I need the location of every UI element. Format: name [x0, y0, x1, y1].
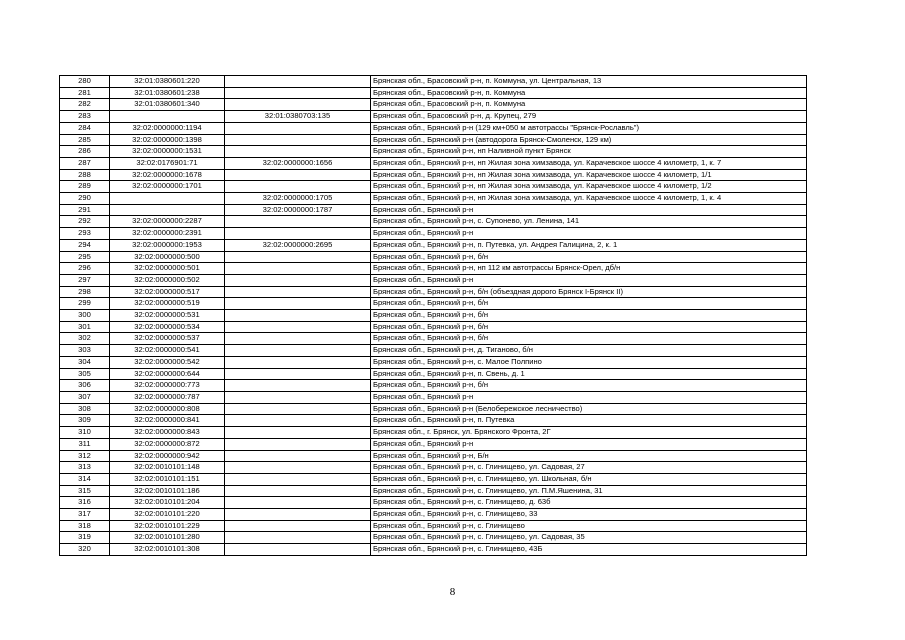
- old-cadastral-number-cell: [225, 356, 371, 368]
- old-cadastral-number-cell: [225, 99, 371, 111]
- cadastral-number-cell: 32:02:0000000:872: [110, 438, 225, 450]
- old-cadastral-number-cell: [225, 169, 371, 181]
- table-row: [60, 380, 807, 392]
- table-row: [60, 99, 807, 111]
- table-row: [60, 134, 807, 146]
- cadastral-number-cell: 32:02:0000000:1678: [110, 169, 225, 181]
- cadastral-number-cell: 32:02:0000000:531: [110, 310, 225, 322]
- row-number-cell: 305: [60, 368, 110, 380]
- address-cell: Брянская обл., Брянский р-н, с. Глинищево, 43Б: [371, 544, 807, 556]
- table-row: [60, 146, 807, 158]
- row-number-cell: 303: [60, 345, 110, 357]
- row-number-cell: 301: [60, 321, 110, 333]
- old-cadastral-number-cell: [225, 403, 371, 415]
- page-number: 8: [449, 586, 456, 598]
- cadastral-number-cell: 32:02:0000000:644: [110, 368, 225, 380]
- table-row: [60, 239, 807, 251]
- table-row: [60, 427, 807, 439]
- old-cadastral-number-cell: 32:02:0000000:1705: [225, 193, 371, 205]
- table-row: [60, 532, 807, 544]
- cadastral-number-cell: 32:02:0000000:808: [110, 403, 225, 415]
- table-row: [60, 333, 807, 345]
- row-number-cell: 287: [60, 157, 110, 169]
- address-cell: Брянская обл., г. Брянск, ул. Брянского Фронта, 2Г: [371, 427, 807, 439]
- table-row: [60, 169, 807, 181]
- address-cell: Брянская обл., Брянский р-н: [371, 228, 807, 240]
- old-cadastral-number-cell: 32:02:0000000:1656: [225, 157, 371, 169]
- cadastral-number-cell: 32:01:0380601:220: [110, 76, 225, 88]
- cadastral-number-cell: 32:02:0176901:71: [110, 157, 225, 169]
- cadastral-number-cell: 32:02:0000000:1194: [110, 122, 225, 134]
- cadastral-number-cell: 32:02:0000000:1531: [110, 146, 225, 158]
- old-cadastral-number-cell: [225, 181, 371, 193]
- table-row: [60, 356, 807, 368]
- old-cadastral-number-cell: [225, 497, 371, 509]
- cadastral-number-cell: 32:02:0010101:308: [110, 544, 225, 556]
- cadastral-number-cell: 32:02:0000000:1701: [110, 181, 225, 193]
- cadastral-number-cell: 32:02:0010101:148: [110, 462, 225, 474]
- address-cell: Брянская обл., Брянский р-н, с. Глинищево: [371, 520, 807, 532]
- old-cadastral-number-cell: [225, 427, 371, 439]
- cadastral-number-cell: 32:02:0000000:942: [110, 450, 225, 462]
- cadastral-number-cell: 32:01:0380601:340: [110, 99, 225, 111]
- old-cadastral-number-cell: [225, 251, 371, 263]
- old-cadastral-number-cell: [225, 345, 371, 357]
- table-row: [60, 391, 807, 403]
- cadastral-number-cell: [110, 111, 225, 123]
- row-number-cell: 313: [60, 462, 110, 474]
- address-cell: Брянская обл., Брянский р-н, с. Супонево, ул. Ленина, 141: [371, 216, 807, 228]
- address-cell: Брянская обл., Брянский р-н: [371, 274, 807, 286]
- address-cell: Брянская обл., Брянский р-н, б/н: [371, 333, 807, 345]
- address-cell: Брянская обл., Брянский р-н, с. Глинищево, ул. П.М.Яшенина, 31: [371, 485, 807, 497]
- table-row: [60, 520, 807, 532]
- old-cadastral-number-cell: [225, 228, 371, 240]
- cadastral-number-cell: 32:02:0000000:1953: [110, 239, 225, 251]
- address-cell: Брянская обл., Брянский р-н, нп 112 км автотрассы Брянск-Орел, дб/н: [371, 263, 807, 275]
- address-cell: Брянская обл., Брянский р-н, нп Жилая зона химзавода, ул. Карачевское шоссе 4 километр, 1/2: [371, 181, 807, 193]
- address-cell: Брянская обл., Брянский р-н (129 км+050 м автотрассы "Брянск-Рославль"): [371, 122, 807, 134]
- old-cadastral-number-cell: 32:02:0000000:2695: [225, 239, 371, 251]
- table-row: [60, 228, 807, 240]
- cadastral-number-cell: 32:02:0010101:220: [110, 509, 225, 521]
- old-cadastral-number-cell: [225, 415, 371, 427]
- row-number-cell: 299: [60, 298, 110, 310]
- address-cell: Брянская обл., Брянский р-н, нп Жилая зона химзавода, ул. Карачевское шоссе 4 километр, 1, к. 7: [371, 157, 807, 169]
- old-cadastral-number-cell: [225, 473, 371, 485]
- table-row: [60, 485, 807, 497]
- cadastral-number-cell: 32:02:0000000:773: [110, 380, 225, 392]
- address-cell: Брянская обл., Брянский р-н, нп Жилая зона химзавода, ул. Карачевское шоссе 4 километр, 1, к. 4: [371, 193, 807, 205]
- address-cell: Брянская обл., Брянский р-н, б/н: [371, 380, 807, 392]
- old-cadastral-number-cell: [225, 146, 371, 158]
- row-number-cell: 292: [60, 216, 110, 228]
- row-number-cell: 289: [60, 181, 110, 193]
- cadastral-number-cell: 32:02:0000000:1398: [110, 134, 225, 146]
- row-number-cell: 290: [60, 193, 110, 205]
- cadastral-number-cell: 32:02:0010101:229: [110, 520, 225, 532]
- address-cell: Брянская обл., Брянский р-н, б/н: [371, 321, 807, 333]
- address-cell: Брянская обл., Брянский р-н, п. Свень, д. 1: [371, 368, 807, 380]
- old-cadastral-number-cell: [225, 462, 371, 474]
- table-row: [60, 415, 807, 427]
- row-number-cell: 316: [60, 497, 110, 509]
- old-cadastral-number-cell: [225, 216, 371, 228]
- row-number-cell: 285: [60, 134, 110, 146]
- address-cell: Брянская обл., Брасовский р-н, д. Крупец, 279: [371, 111, 807, 123]
- row-number-cell: 282: [60, 99, 110, 111]
- table-row: [60, 76, 807, 88]
- old-cadastral-number-cell: [225, 520, 371, 532]
- address-cell: Брянская обл., Брасовский р-н, п. Коммуна: [371, 87, 807, 99]
- table-row: [60, 193, 807, 205]
- row-number-cell: 309: [60, 415, 110, 427]
- row-number-cell: 300: [60, 310, 110, 322]
- address-cell: Брянская обл., Брянский р-н, с. Глинищево, ул. Садовая, 35: [371, 532, 807, 544]
- cadastral-number-cell: 32:01:0380601:238: [110, 87, 225, 99]
- old-cadastral-number-cell: [225, 286, 371, 298]
- address-cell: Брянская обл., Брянский р-н: [371, 391, 807, 403]
- row-number-cell: 291: [60, 204, 110, 216]
- cadastral-table-body: [60, 76, 807, 556]
- old-cadastral-number-cell: [225, 450, 371, 462]
- old-cadastral-number-cell: [225, 263, 371, 275]
- table-row: [60, 263, 807, 275]
- old-cadastral-number-cell: [225, 274, 371, 286]
- address-cell: Брянская обл., Брянский р-н, б/н: [371, 298, 807, 310]
- cadastral-number-cell: 32:02:0000000:517: [110, 286, 225, 298]
- table-row: [60, 450, 807, 462]
- table-row: [60, 438, 807, 450]
- cadastral-number-cell: 32:02:0000000:537: [110, 333, 225, 345]
- row-number-cell: 310: [60, 427, 110, 439]
- cadastral-number-cell: 32:02:0010101:186: [110, 485, 225, 497]
- cadastral-number-cell: 32:02:0000000:501: [110, 263, 225, 275]
- old-cadastral-number-cell: [225, 438, 371, 450]
- table-row: [60, 345, 807, 357]
- row-number-cell: 320: [60, 544, 110, 556]
- old-cadastral-number-cell: [225, 310, 371, 322]
- address-cell: Брянская обл., Брянский р-н, п. Путевка: [371, 415, 807, 427]
- row-number-cell: 306: [60, 380, 110, 392]
- address-cell: Брянская обл., Брянский р-н, б/н (объездная дорого Брянск I-Брянск II): [371, 286, 807, 298]
- cadastral-number-cell: 32:02:0000000:787: [110, 391, 225, 403]
- cadastral-number-cell: 32:02:0000000:500: [110, 251, 225, 263]
- cadastral-number-cell: [110, 193, 225, 205]
- row-number-cell: 302: [60, 333, 110, 345]
- address-cell: Брянская обл., Брасовский р-н, п. Коммуна, ул. Центральная, 13: [371, 76, 807, 88]
- address-cell: Брянская обл., Брянский р-н, с. Глинищево, ул. Школьная, б/н: [371, 473, 807, 485]
- old-cadastral-number-cell: [225, 380, 371, 392]
- row-number-cell: 312: [60, 450, 110, 462]
- old-cadastral-number-cell: [225, 333, 371, 345]
- cadastral-number-cell: 32:02:0010101:280: [110, 532, 225, 544]
- table-row: [60, 462, 807, 474]
- table-row: [60, 509, 807, 521]
- old-cadastral-number-cell: [225, 298, 371, 310]
- old-cadastral-number-cell: 32:01:0380703:135: [225, 111, 371, 123]
- address-cell: Брянская обл., Брянский р-н, нп Жилая зона химзавода, ул. Карачевское шоссе 4 километр, 1/1: [371, 169, 807, 181]
- cadastral-number-cell: [110, 204, 225, 216]
- table-row: [60, 368, 807, 380]
- row-number-cell: 296: [60, 263, 110, 275]
- row-number-cell: 319: [60, 532, 110, 544]
- old-cadastral-number-cell: [225, 544, 371, 556]
- cadastral-number-cell: 32:02:0000000:2287: [110, 216, 225, 228]
- address-cell: Брянская обл., Брасовский р-н, п. Коммуна: [371, 99, 807, 111]
- row-number-cell: 294: [60, 239, 110, 251]
- cadastral-number-cell: 32:02:0000000:843: [110, 427, 225, 439]
- table-row: [60, 111, 807, 123]
- address-cell: Брянская обл., Брянский р-н, Б/н: [371, 450, 807, 462]
- old-cadastral-number-cell: [225, 87, 371, 99]
- address-cell: Брянская обл., Брянский р-н, с. Глинищево, 33: [371, 509, 807, 521]
- table-row: [60, 473, 807, 485]
- old-cadastral-number-cell: [225, 321, 371, 333]
- address-cell: Брянская обл., Брянский р-н, с. Глинищево, д. 63б: [371, 497, 807, 509]
- address-cell: Брянская обл., Брянский р-н, нп Наливной пункт Брянск: [371, 146, 807, 158]
- table-row: [60, 497, 807, 509]
- old-cadastral-number-cell: [225, 76, 371, 88]
- table-row: [60, 403, 807, 415]
- cadastral-number-cell: 32:02:0000000:534: [110, 321, 225, 333]
- row-number-cell: 293: [60, 228, 110, 240]
- table-row: [60, 321, 807, 333]
- row-number-cell: 286: [60, 146, 110, 158]
- address-cell: Брянская обл., Брянский р-н, с. Глинищево, ул. Садовая, 27: [371, 462, 807, 474]
- row-number-cell: 311: [60, 438, 110, 450]
- row-number-cell: 304: [60, 356, 110, 368]
- row-number-cell: 288: [60, 169, 110, 181]
- table-row: [60, 157, 807, 169]
- old-cadastral-number-cell: [225, 532, 371, 544]
- table-row: [60, 286, 807, 298]
- old-cadastral-number-cell: [225, 122, 371, 134]
- cadastral-number-cell: 32:02:0010101:151: [110, 473, 225, 485]
- cadastral-table: [59, 75, 807, 556]
- cadastral-number-cell: 32:02:0000000:519: [110, 298, 225, 310]
- old-cadastral-number-cell: [225, 485, 371, 497]
- row-number-cell: 314: [60, 473, 110, 485]
- table-row: [60, 251, 807, 263]
- address-cell: Брянская обл., Брянский р-н (автодорога Брянск-Смоленск, 129 км): [371, 134, 807, 146]
- table-row: [60, 310, 807, 322]
- row-number-cell: 318: [60, 520, 110, 532]
- row-number-cell: 284: [60, 122, 110, 134]
- table-row: [60, 122, 807, 134]
- table-row: [60, 216, 807, 228]
- row-number-cell: 298: [60, 286, 110, 298]
- table-row: [60, 274, 807, 286]
- row-number-cell: 280: [60, 76, 110, 88]
- row-number-cell: 307: [60, 391, 110, 403]
- address-cell: Брянская обл., Брянский р-н, б/н: [371, 310, 807, 322]
- cadastral-number-cell: 32:02:0000000:541: [110, 345, 225, 357]
- old-cadastral-number-cell: [225, 134, 371, 146]
- table-row: [60, 204, 807, 216]
- table-row: [60, 181, 807, 193]
- table-row: [60, 544, 807, 556]
- address-cell: Брянская обл., Брянский р-н, п. Путевка, ул. Андрея Галицина, 2, к. 1: [371, 239, 807, 251]
- old-cadastral-number-cell: [225, 509, 371, 521]
- row-number-cell: 317: [60, 509, 110, 521]
- cadastral-number-cell: 32:02:0000000:542: [110, 356, 225, 368]
- address-cell: Брянская обл., Брянский р-н, д. Тиганово, б/н: [371, 345, 807, 357]
- row-number-cell: 315: [60, 485, 110, 497]
- cadastral-number-cell: 32:02:0010101:204: [110, 497, 225, 509]
- address-cell: Брянская обл., Брянский р-н, с. Малое Полпино: [371, 356, 807, 368]
- cadastral-number-cell: 32:02:0000000:2391: [110, 228, 225, 240]
- old-cadastral-number-cell: [225, 391, 371, 403]
- address-cell: Брянская обл., Брянский р-н: [371, 204, 807, 216]
- address-cell: Брянская обл., Брянский р-н: [371, 438, 807, 450]
- address-cell: Брянская обл., Брянский р-н, б/н: [371, 251, 807, 263]
- old-cadastral-number-cell: 32:02:0000000:1787: [225, 204, 371, 216]
- row-number-cell: 281: [60, 87, 110, 99]
- cadastral-number-cell: 32:02:0000000:502: [110, 274, 225, 286]
- table-row: [60, 298, 807, 310]
- row-number-cell: 308: [60, 403, 110, 415]
- row-number-cell: 297: [60, 274, 110, 286]
- row-number-cell: 283: [60, 111, 110, 123]
- table-row: [60, 87, 807, 99]
- old-cadastral-number-cell: [225, 368, 371, 380]
- row-number-cell: 295: [60, 251, 110, 263]
- address-cell: Брянская обл., Брянский р-н (Белобережское лесничество): [371, 403, 807, 415]
- cadastral-number-cell: 32:02:0000000:841: [110, 415, 225, 427]
